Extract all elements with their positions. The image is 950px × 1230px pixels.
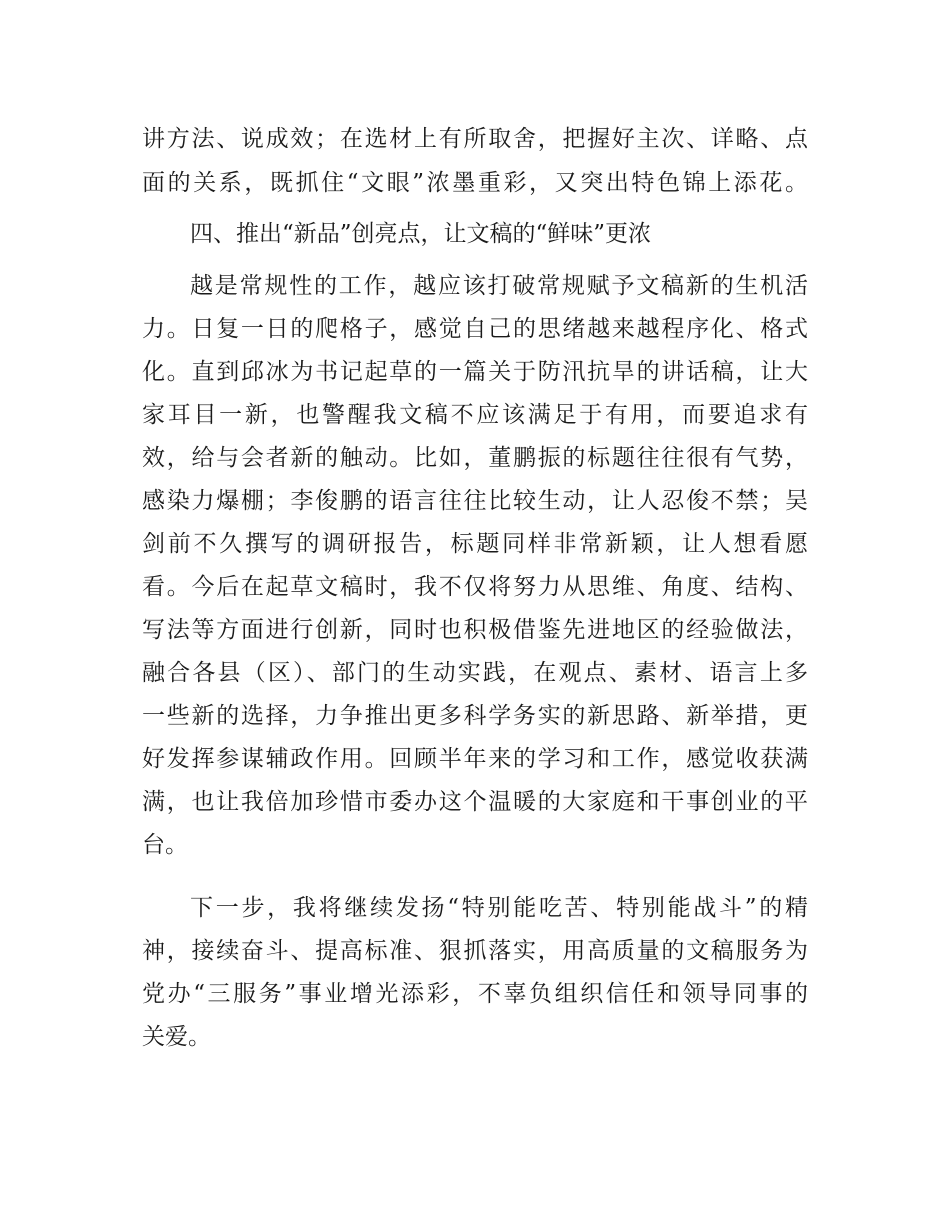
- line-text: 神，接续奋斗、提高标准、狠抓落实，用高质量的文稿服务为: [142, 938, 810, 964]
- line-text: 剑前不久撰写的调研报告，标题同样非常新颖，让人想看愿: [142, 531, 811, 557]
- line-text: 一些新的选择，力争推出更多科学务实的新思路、新举措，更: [142, 703, 810, 729]
- body-text-line: [0, 929, 950, 973]
- body-text-line: [0, 737, 950, 781]
- paragraph-first-line: [0, 886, 950, 930]
- body-text-line: [0, 436, 950, 480]
- line-text: 越是常规性的工作，越应该打破常规赋予文稿新的生机活: [190, 273, 810, 299]
- body-text-line: [0, 608, 950, 652]
- body-text-line: [0, 780, 950, 824]
- paragraph-first-line: [0, 264, 950, 308]
- body-text-line: [0, 117, 950, 161]
- body-text-line: [0, 350, 950, 394]
- line-text: 家耳目一新，也警醒我文稿不应该满足于有用，而要追求有: [142, 402, 811, 428]
- section-heading: [0, 212, 950, 256]
- body-text-line: [0, 307, 950, 351]
- heading-text: 四、推出“新品”创亮点，让文稿的“鲜味”更浓: [190, 221, 652, 247]
- line-text: 融合各县（区）、部门的生动实践，在观点、素材、语言上多: [142, 660, 811, 686]
- body-text-line: [0, 479, 950, 523]
- line-text: 党办“三服务”事业增光添彩，不辜负组织信任和领导同事的: [142, 981, 811, 1007]
- body-text-line: [0, 522, 950, 566]
- body-text-line: [0, 651, 950, 695]
- line-text: 感染力爆棚；李俊鹏的语言往往比较生动，让人忍俊不禁；吴: [142, 488, 810, 514]
- line-text: 写法等方面进行创新，同时也积极借鉴先进地区的经验做法，: [142, 617, 810, 643]
- body-text-line: [0, 694, 950, 738]
- line-text: 面的关系，既抓住“文眼”浓墨重彩，又突出特色锦上添花。: [142, 170, 811, 196]
- body-text-line: [0, 972, 950, 1016]
- line-text: 好发挥参谋辅政作用。回顾半年来的学习和工作，感觉收获满: [142, 746, 810, 772]
- body-text-line: [0, 161, 950, 205]
- body-text-line: [0, 1015, 950, 1059]
- body-text-line: [0, 565, 950, 609]
- line-text: 讲方法、说成效；在选材上有所取舍，把握好主次、详略、点: [142, 126, 810, 152]
- body-text-line: [0, 823, 950, 867]
- line-text: 效，给与会者新的触动。比如，董鹏振的标题往往很有气势，: [142, 445, 810, 471]
- line-text: 化。直到邱冰为书记起草的一篇关于防汛抗旱的讲话稿，让大: [142, 359, 810, 385]
- line-text: 下一步，我将继续发扬“特别能吃苦、特别能战斗”的精: [190, 895, 811, 921]
- line-text: 看。今后在起草文稿时，我不仅将努力从思维、角度、结构、: [142, 574, 810, 600]
- line-text: 满，也让我倍加珍惜市委办这个温暖的大家庭和干事创业的平: [142, 789, 810, 815]
- line-text: 关爱。: [142, 1024, 211, 1050]
- body-text-line: [0, 393, 950, 437]
- line-text: 力。日复一日的爬格子，感觉自己的思绪越来越程序化、格式: [142, 316, 810, 342]
- line-text: 台。: [142, 832, 188, 858]
